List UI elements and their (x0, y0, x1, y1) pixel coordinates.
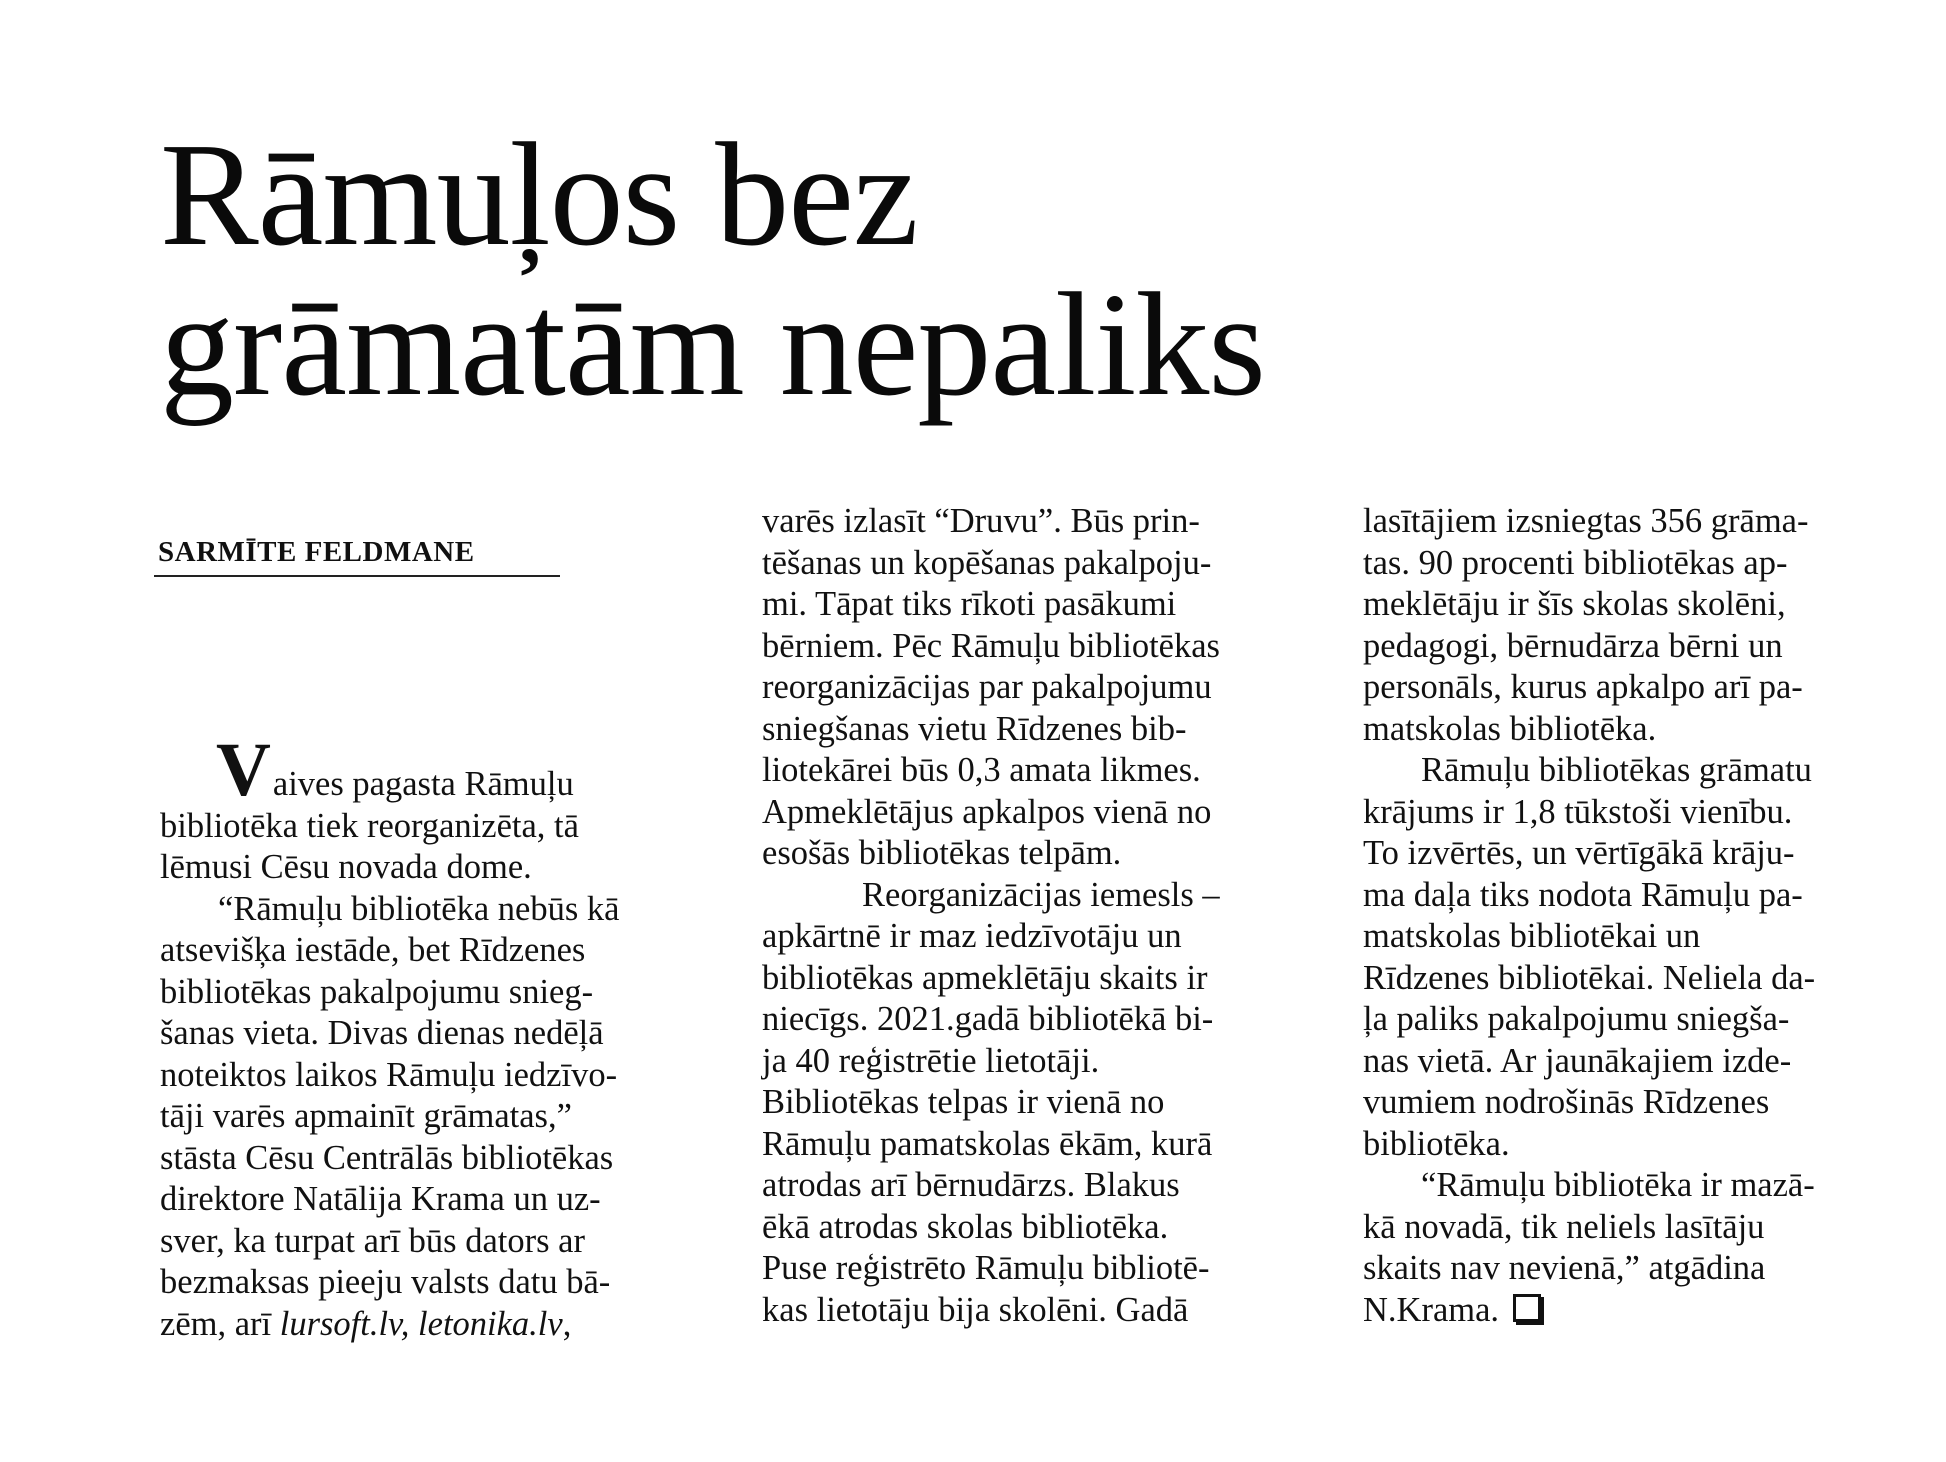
text-line: Rīdzenes bibliotēkai. Neliela da- (1363, 958, 1816, 997)
text-line: niecīgs. 2021.gadā bibliotēkā bi- (762, 1000, 1214, 1038)
text-line: Vaives pagasta Rāmuļu (216, 728, 574, 812)
text-line: Rāmuļu bibliotēkas grāmatu (1421, 751, 1812, 789)
text-line: tēšanas un kopēšanas pakalpoju- (762, 543, 1212, 582)
text-line: kas lietotāju bija skolēni. Gadā (762, 1290, 1189, 1329)
text-line: bezmaksas pieeju valsts datu bā- (160, 1263, 611, 1301)
text-line: bibliotēka. (1363, 1124, 1510, 1163)
text-line: Puse reģistrēto Rāmuļu bibliotē- (762, 1249, 1210, 1287)
end-of-article-icon (1513, 1294, 1541, 1322)
text-line: Apmeklētājus apkalpos vienā no (762, 792, 1212, 831)
text-line: personāls, kurus apkalpo arī pa- (1363, 668, 1803, 706)
text-line: mi. Tāpat tiks rīkoti pasākumi (762, 585, 1177, 623)
text-line: kā novadā, tik neliels lasītāju (1363, 1207, 1765, 1246)
headline-line-2: grāmatām nepaliks (160, 263, 1265, 427)
text-line: To izvērtēs, un vērtīgākā krāju- (1363, 834, 1795, 872)
text-line: bibliotēka tiek reorganizēta, tā (160, 806, 579, 845)
text-line: reorganizācijas par pakalpojumu (762, 668, 1212, 706)
text-line: “Rāmuļu bibliotēka nebūs kā (218, 889, 620, 928)
website-names: lursoft.lv, letonika.lv (279, 1304, 563, 1343)
drop-cap: V (216, 728, 271, 812)
text-line: tas. 90 procenti bibliotēkas ap- (1363, 543, 1788, 582)
text-line: zēm, arī lursoft.lv, letonika.lv, (160, 1304, 572, 1343)
text-line: Bibliotēkas telpas ir vienā no (762, 1083, 1165, 1121)
text-line: pedagogi, bērnudārza bērni un (1363, 626, 1783, 665)
text-line: ļa paliks pakalpojumu sniegša- (1363, 1000, 1790, 1038)
text-line: apkārtnē ir maz iedzīvotāju un (762, 917, 1182, 955)
text-line: vumiem nodrošinās Rīdzenes (1363, 1083, 1770, 1121)
text-line: sver, ka turpat arī būs dators ar (160, 1221, 585, 1260)
text-line: varēs izlasīt “Druvu”. Būs prin- (762, 502, 1200, 540)
text-line: ēkā atrodas skolas bibliotēka. (762, 1207, 1169, 1246)
headline (160, 113, 1860, 427)
text-line: lēmusi Cēsu novada dome. (160, 848, 532, 886)
text-line: bibliotēkas pakalpojumu snieg- (160, 972, 594, 1011)
text-line: matskolas bibliotēka. (1363, 709, 1657, 748)
text-line: atsevišķa iestāde, bet Rīdzenes (160, 931, 586, 969)
text-line: stāsta Cēsu Centrālās bibliotēkas (160, 1138, 614, 1177)
text-line: Rāmuļu pamatskolas ēkām, kurā (762, 1124, 1213, 1163)
text-line: ja 40 reģistrētie lietotāji. (762, 1041, 1100, 1080)
text-line: N.Krama. (1363, 1290, 1815, 1332)
text-line: meklētāju ir šīs skolas skolēni, (1363, 585, 1786, 623)
text-line: nas vietā. Ar jaunākajiem izde- (1363, 1041, 1792, 1080)
article-column-2 (762, 501, 1220, 1331)
text-line: lasītājiem izsniegtas 356 grāma- (1363, 502, 1809, 540)
text-line: tāji varēs apmainīt grāmatas,” (160, 1097, 572, 1135)
byline: SARMĪTE FELDMANE (154, 536, 560, 577)
text-line: bērniem. Pēc Rāmuļu bibliotēkas (762, 626, 1220, 665)
text-line: liotekārei būs 0,3 amata likmes. (762, 751, 1201, 789)
article-column-1 (160, 728, 620, 1345)
text-line: ma daļa tiks nodota Rāmuļu pa- (1363, 875, 1803, 914)
text-line: skaits nav nevienā,” atgādina (1363, 1249, 1766, 1287)
text-line: bibliotēkas apmeklētāju skaits ir (762, 958, 1208, 997)
text-line: šanas vieta. Divas dienas nedēļā (160, 1014, 604, 1052)
text-line: atrodas arī bērnudārzs. Blakus (762, 1166, 1180, 1204)
text-line: direktore Natālija Krama un uz- (160, 1180, 601, 1218)
text-line: Reorganizācijas iemesls – (862, 875, 1220, 914)
article-column-3 (1363, 501, 1815, 1331)
text-line: noteiktos laikos Rāmuļu iedzīvo- (160, 1055, 618, 1094)
text-line: matskolas bibliotēkai un (1363, 917, 1701, 955)
headline-line-1: Rāmuļos bez (160, 113, 918, 277)
text-line: sniegšanas vietu Rīdzenes bib- (762, 709, 1187, 748)
text-line: esošās bibliotēkas telpām. (762, 834, 1122, 872)
text-line: krājums ir 1,8 tūkstoši vienību. (1363, 792, 1793, 831)
text-line: “Rāmuļu bibliotēka ir mazā- (1421, 1166, 1815, 1204)
